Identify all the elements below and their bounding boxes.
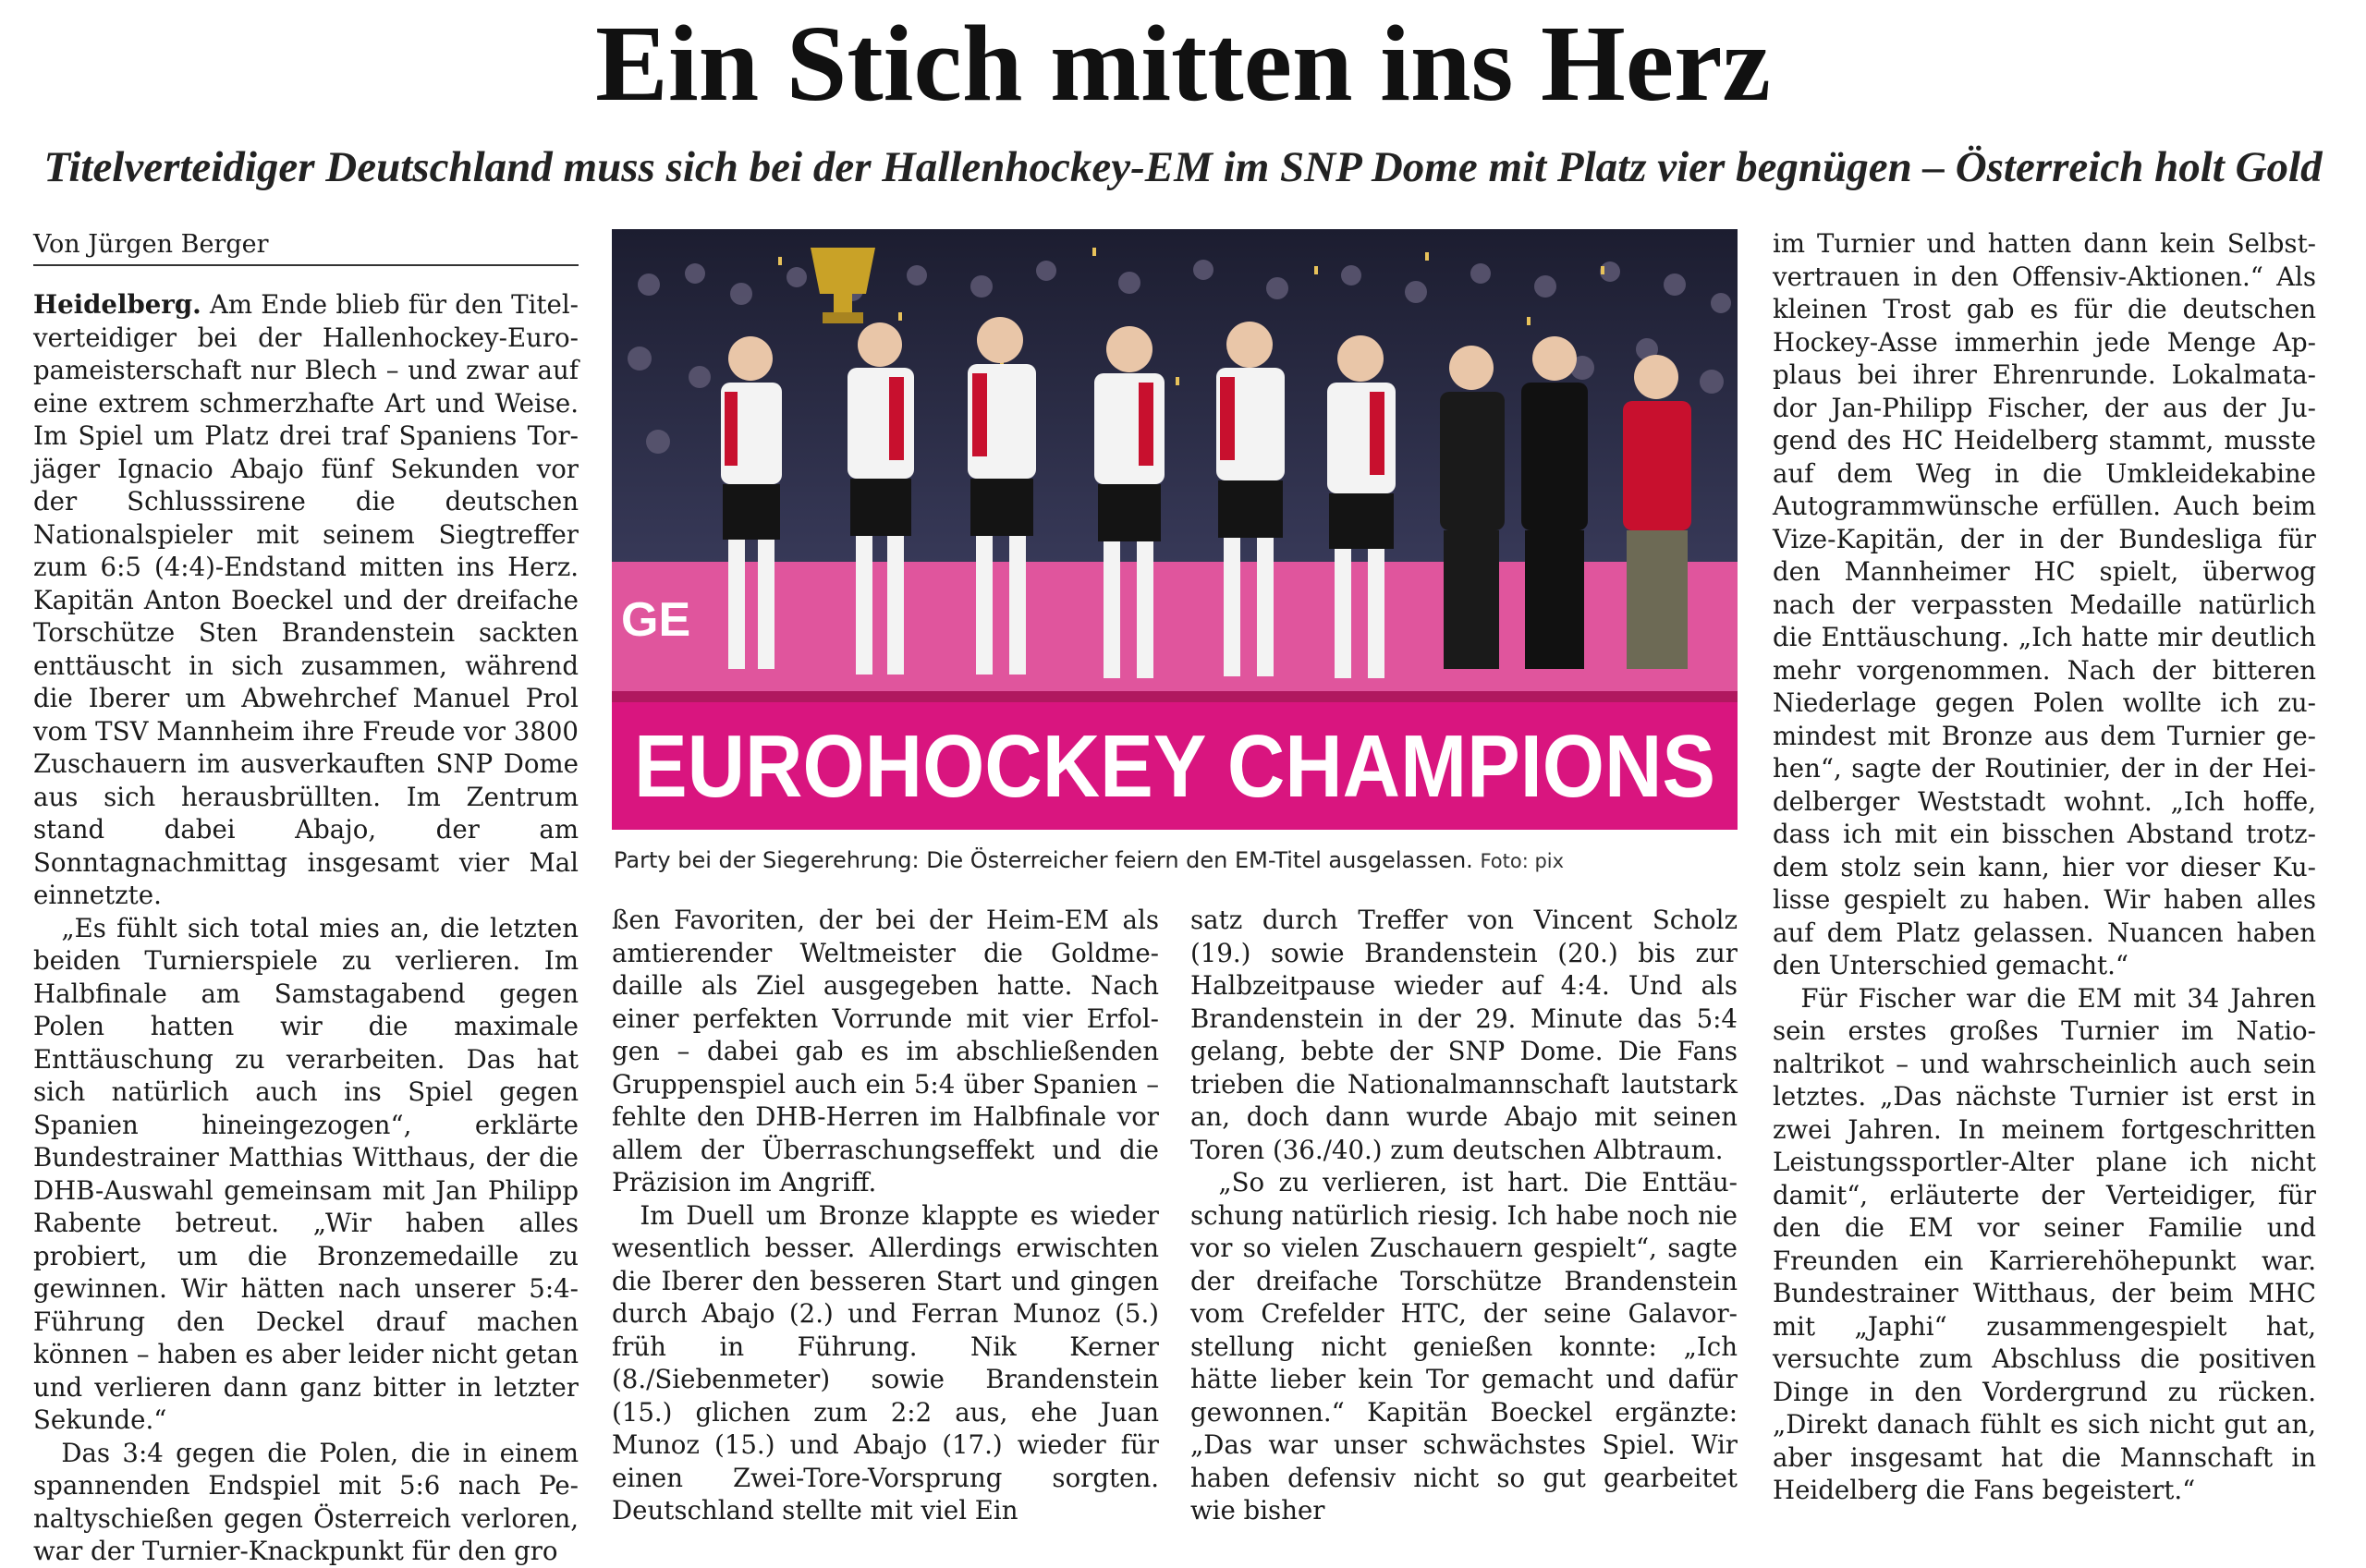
byline-block xyxy=(33,229,579,266)
article-paragraph: ßen Favoriten, der bei der Heim-EM als amtierender Weltmeister die Goldmedaille als Ziel ausgegeben hatte. Nach einer perfekten Vorrunde mit vier Erfolgen – dabei gab es im abschließenden Gruppenspiel auch ein 5:4 über Spanien – fehlte den DHB-Herren im Halbfinale vor allem der Überraschungseffekt und die Präzision im Angriff. xyxy=(612,905,1159,1197)
article-paragraph: Im Duell um Bronze klappte es wieder wesentlich besser. Allerdings erwischten die Iberer den besseren Start und gingen durch Abajo (2.) und Ferran Munoz (5.) früh in Führung. Nik Kerner (8./Siebenmeter) sowie Brandenstein (15.) glichen zum 2:2 aus, ehe Juan Munoz (15.) und Abajo (17.) wieder für einen Zwei-Tore-Vorsprung sorgten. Deutschland stellte mit viel Ein xyxy=(612,1199,1159,1525)
article-paragraph xyxy=(33,288,579,912)
article-paragraph: im Turnier und hatten dann kein Selbstvertrauen in den Offensiv-Aktionen.“ Als kleinen Trost gab es für die deutschen Hockey-Asse immerhin jede Menge Applaus bei ihrer Ehrenrunde. Lokalmatador Jan-Philipp Fischer, der aus der Jugend des HC Heidelberg stammt, musste auf dem Weg in die Umkleidekabine Autogrammwünsche erfüllen. Auch beim Vize-Kapitän, der in der Bundesliga für den Mannheimer HC spielt, überwog nach der verpassten Medaille natürlich die Enttäuschung. „Ich hatte mir deutlich mehr vorgenommen. Nach der bitteren Niederlage gegen Polen wollte ich zumindest mit Bronze aus dem Turnier gehen“, sagte der Routinier, der in der Heidelberger Weststadt wohnt. „Ich hoffe, dass ich mit ein bisschen Abstand trotzdem stolz sein kann, hier vor dieser Kulisse gespielt zu haben. Wir haben alles auf dem Platz gelassen. Nuancen haben den Unterschied gemacht.“ xyxy=(1773,228,2316,980)
article-paragraph: satz durch Treffer von Vincent Scholz (19.) sowie Brandenstein (20.) bis zur Halbzeitpause wieder auf 4:4. Und als Brandenstein in der 29. Minute das 5:4 gelang, bebte der SNP Dome. Die Fans trieben die Nationalmannschaft lautstark an, doch dann wurde Abajo mit seinen Toren (36./40.) zum deutschen Albtraum. xyxy=(1190,905,1738,1165)
caption-text: Party bei der Siegerehrung: Die Österreicher feiern den EM-Titel ausgelassen. xyxy=(614,847,1473,873)
article-photo xyxy=(612,229,1738,830)
photo-credit: Foto: pix xyxy=(1480,850,1565,872)
article-column-1 xyxy=(33,288,579,1568)
article-paragraph: „So zu verlieren, ist hart. Die Enttäuschung natürlich riesig. Ich habe noch nie vor so vielen Zuschauern gespielt“, sagte der dreifache Torschütze Brandenstein vom Crefelder HTC, der seine Galavorstellung nicht genießen konnte: „Ich hätte lieber kein Tor gemacht und dafür gewonnen.“ Kapitän Boeckel ergänzte: „Das war unser schwächstes Spiel. Wir haben defensiv nicht so gut gearbeitet wie bisher xyxy=(1190,1167,1738,1525)
photo-caption xyxy=(614,845,1738,876)
article-paragraph: Das 3:4 gegen die Polen, die in einem spannenden Endspiel mit 5:6 nach Penaltyschießen gegen Österreich verloren, war der Turnier-Knackpunkt für den gro xyxy=(33,1437,579,1566)
board-text: GE xyxy=(621,593,691,647)
article-column-4 xyxy=(1773,227,2316,1507)
byline: Von Jürgen Berger xyxy=(33,230,269,259)
dateline: Heidelberg. xyxy=(33,289,201,320)
article-column-3 xyxy=(1190,904,1738,1527)
paragraph-text: Am Ende blieb für den Titelverteidiger bei der Hallenhockey-Europameisterschaft nur Blech – und zwar auf eine extrem schmerzhafte Art und Weise. Im Spiel um Platz drei traf Spaniens Torjäger Ignacio Abajo fünf Sekunden vor der Schlusssirene die deutschen Nationalspieler mit seinem Siegtreffer zum 6:5 (4:4)-Endstand mitten ins Herz. Kapitän Anton Boeckel und der dreifache Torschütze Sten Brandenstein sackten enttäuscht in sich zusammen, während die Iberer um Abwehrchef Manuel Prol vom TSV Mannheim ihre Freude vor 3800 Zuschauern im ausverkauften SNP Dome aus sich herausbrüllten. Im Zentrum stand dabei Abajo, der am Sonntagnachmittag insgesamt vier Mal einnetzte. xyxy=(33,289,579,910)
article-paragraph: „Es fühlt sich total mies an, die letzten beiden Turnierspiele zu verlieren. Im Halbfinale am Samstagabend gegen Polen hatten wir die maximale Enttäuschung zu verarbeiten. Das hat sich natürlich auch ins Spiel gegen Spanien hineingezogen“, erklärte Bundestrainer Matthias Witthaus, der die DHB-Auswahl gemeinsam mit Jan Philipp Rabente betreut. „Wir haben alles probiert, um die Bronzemedaille zu gewinnen. Wir hätten nach unserer 5:4-Führung den Deckel drauf machen können – haben es aber leider nicht getan und verlieren dann ganz bitter in letzter Sekunde.“ xyxy=(33,912,579,1435)
subheadline: Titelverteidiger Deutschland muss sich bei der Hallenhockey-EM im SNP Dome mit Platz vier begnügen – Österreich holt Gold xyxy=(43,143,2323,191)
headline: Ein Stich mitten ins Herz xyxy=(595,3,1771,124)
article-paragraph: Für Fischer war die EM mit 34 Jahren sein erstes großes Turnier im Nationaltrikot – und wahrscheinlich auch sein letztes. „Das nächste Turnier ist erst in zwei Jahren. In meinem fortgeschritten Leistungssportler-Alter plane ich nicht damit“, erläuterte der Verteidiger, für den die EM vor seiner Familie und Freunden ein Karrierehöhepunkt war. Bundestrainer Witthaus, der beim MHC mit „Japhi“ zusammengespielt hat, versuchte zum Abschluss die positiven Dinge in den Vordergrund zu rücken. „Direkt danach fühlt es sich nicht gut an, aber insgesamt hat die Mannschaft in Heidelberg die Fans begeistert.“ xyxy=(1773,982,2316,1505)
article-column-2 xyxy=(612,904,1159,1527)
banner-text: EUROHOCKEY CHAMPIONS xyxy=(634,717,1715,816)
